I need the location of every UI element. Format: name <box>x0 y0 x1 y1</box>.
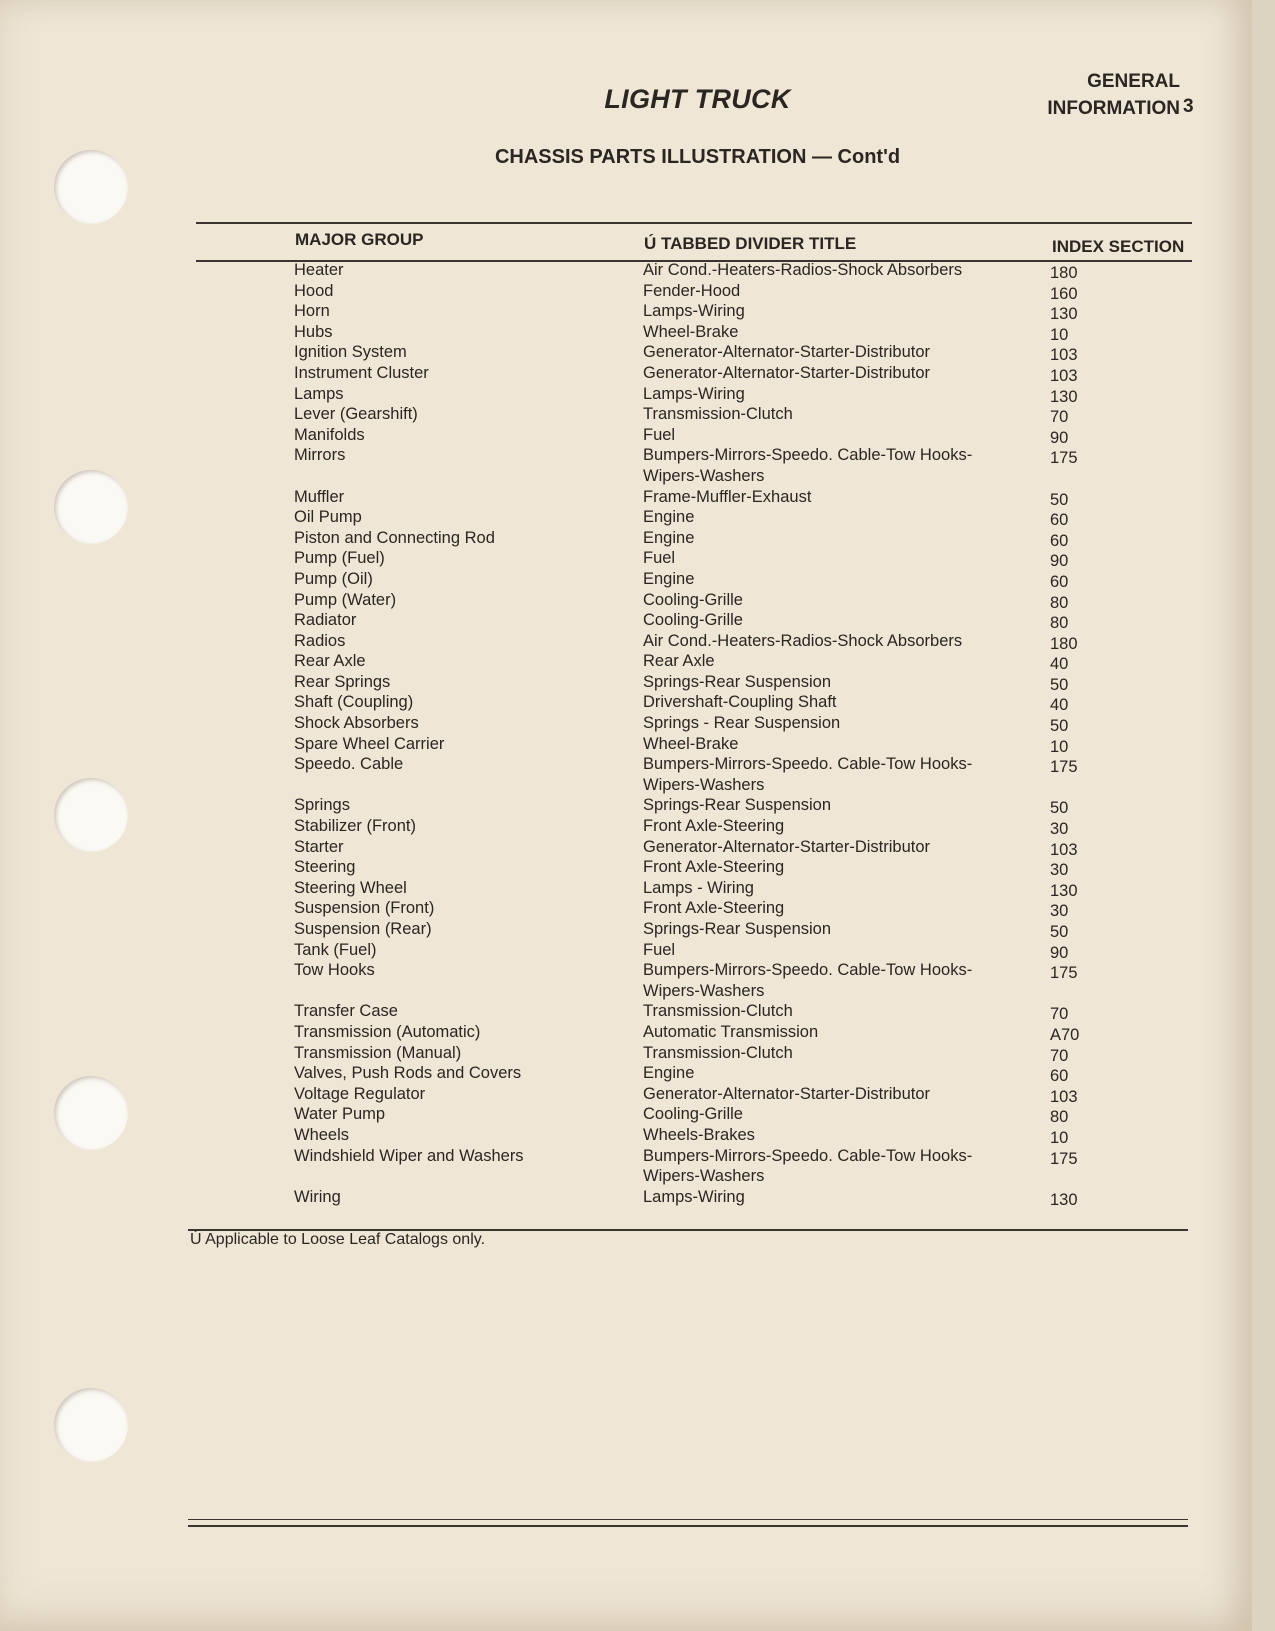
index-section-cell: A70 <box>1050 1025 1080 1044</box>
major-group-cell: Windshield Wiper and Washers <box>294 1146 524 1165</box>
major-group-cell: Mirrors <box>294 446 346 465</box>
index-section-cell: 175 <box>1050 964 1078 983</box>
table-row <box>0 342 1200 363</box>
table-row <box>0 425 1200 446</box>
index-section-cell: 40 <box>1050 696 1069 715</box>
table-body <box>0 260 1200 1207</box>
table-row <box>0 1146 1200 1187</box>
index-section-cell: 70 <box>1050 408 1069 427</box>
index-section-cell: 160 <box>1050 284 1078 303</box>
major-group-cell: Water Pump <box>294 1105 386 1124</box>
divider-title-cell: Springs - Rear Suspension <box>643 714 841 733</box>
table-row <box>0 301 1200 322</box>
divider-title-cell: Engine <box>643 1064 695 1083</box>
divider-title-cell: Air Cond.-Heaters-Radios-Shock Absorbers <box>643 261 963 279</box>
major-group-cell: Transmission (Manual) <box>294 1043 462 1062</box>
table-row <box>0 1084 1200 1105</box>
major-group-cell: Starter <box>294 837 344 856</box>
index-section-cell: 103 <box>1050 366 1078 385</box>
divider-title-cell: Lamps - Wiring <box>643 878 754 897</box>
divider-title-cell: Springs-Rear Suspension <box>643 920 832 938</box>
divider-title-cell: Front Axle-Steering <box>643 858 785 877</box>
major-group-cell: Pump (Oil) <box>294 569 373 588</box>
index-section-cell: 70 <box>1050 1005 1069 1024</box>
table-row <box>0 1043 1200 1064</box>
table-row <box>0 569 1200 590</box>
page-subtitle: CHASSIS PARTS ILLUSTRATION — Cont'd <box>494 146 901 168</box>
major-group-cell: Hubs <box>294 322 333 341</box>
divider-title-cell: Cooling-Grille <box>643 590 743 609</box>
divider-title-cell: Rear Axle <box>643 652 715 671</box>
major-group-cell: Piston and Connecting Rod <box>294 528 495 547</box>
index-section-cell: 30 <box>1050 861 1069 880</box>
divider-title-cell: Fuel <box>643 425 676 444</box>
major-group-cell: Radiator <box>294 611 357 630</box>
major-group-cell: Voltage Regulator <box>294 1084 426 1103</box>
major-group-cell: Spare Wheel Carrier <box>294 734 445 753</box>
index-section-cell: 60 <box>1050 531 1069 550</box>
table-row <box>0 610 1200 631</box>
index-section-cell: 40 <box>1050 655 1069 674</box>
major-group-cell: Radios <box>294 631 346 650</box>
index-section-cell: 175 <box>1050 758 1078 777</box>
divider-title-cell: Air Cond.-Heaters-Radios-Shock Absorbers <box>643 631 963 650</box>
divider-title-cell: Bumpers-Mirrors-Speedo. Cable-Tow Hooks-Wipers-Washers <box>643 446 973 485</box>
divider-title-cell: Fender-Hood <box>643 281 741 300</box>
index-section-cell: 175 <box>1050 1149 1078 1168</box>
major-group-cell: Rear Springs <box>294 672 391 691</box>
divider-title-cell: Springs-Rear Suspension <box>643 672 832 691</box>
table-row <box>0 445 1200 486</box>
index-section-cell: 50 <box>1050 799 1069 818</box>
section-label-line2: INFORMATION <box>1047 98 1180 119</box>
major-group-cell: Shock Absorbers <box>294 714 419 733</box>
major-group-cell: Wheels <box>294 1125 350 1144</box>
major-group-cell: Springs <box>294 796 350 815</box>
table-row <box>0 507 1200 528</box>
table-row <box>0 322 1200 343</box>
table-row <box>0 672 1200 693</box>
table-row <box>0 1063 1200 1084</box>
index-section-cell: 50 <box>1050 923 1069 941</box>
index-section-cell: 60 <box>1050 511 1069 530</box>
index-section-cell: 70 <box>1050 1046 1069 1065</box>
table-row <box>0 404 1200 425</box>
major-group-cell: Muffler <box>294 487 345 506</box>
index-section-cell: 103 <box>1050 840 1078 859</box>
table-row <box>0 919 1200 940</box>
divider-title-cell: Wheels-Brakes <box>643 1125 755 1144</box>
page-footer-rule-2 <box>188 1525 1188 1527</box>
divider-title-cell: Engine <box>643 569 695 588</box>
major-group-cell: Rear Axle <box>294 652 366 671</box>
index-section-cell: 103 <box>1050 1087 1078 1106</box>
table-row <box>0 898 1200 919</box>
table-row <box>0 1104 1200 1125</box>
divider-title-cell: Cooling-Grille <box>643 1105 743 1124</box>
major-group-cell: Wiring <box>294 1187 341 1206</box>
table-row <box>0 651 1200 672</box>
table-row <box>0 384 1200 405</box>
divider-title-cell: Transmission-Clutch <box>643 405 793 424</box>
divider-title-cell: Fuel <box>643 549 676 568</box>
table-row <box>0 878 1200 899</box>
index-section-cell: 90 <box>1050 428 1069 447</box>
index-section-cell: 130 <box>1050 387 1078 406</box>
table-row <box>0 857 1200 878</box>
major-group-cell: Steering <box>294 858 356 877</box>
column-header-index-section: INDEX SECTION <box>1052 237 1185 256</box>
major-group-cell: Pump (Fuel) <box>294 549 385 568</box>
index-section-cell: 80 <box>1050 593 1069 612</box>
divider-title-cell: Front Axle-Steering <box>643 817 785 836</box>
table-row <box>0 1187 1200 1208</box>
page-number: 3 <box>1183 96 1194 117</box>
index-section-cell: 103 <box>1050 346 1078 365</box>
major-group-cell: Lamps <box>294 384 344 403</box>
table-row <box>0 734 1200 755</box>
table-row <box>0 260 1200 281</box>
major-group-cell: Stabilizer (Front) <box>294 817 416 836</box>
index-section-cell: 80 <box>1050 614 1069 633</box>
divider-title-cell: Lamps-Wiring <box>643 384 745 403</box>
divider-title-cell: Bumpers-Mirrors-Speedo. Cable-Tow Hooks-Wipers-Washers <box>643 755 973 794</box>
index-section-cell: 130 <box>1050 881 1078 900</box>
table-row <box>0 487 1200 508</box>
section-label-line1: GENERAL <box>1087 71 1180 92</box>
divider-title-cell: Automatic Transmission <box>643 1022 819 1041</box>
column-header-major-group: MAJOR GROUP <box>295 230 424 249</box>
major-group-cell: Suspension (Rear) <box>294 920 432 938</box>
index-section-cell: 90 <box>1050 943 1069 962</box>
divider-title-cell: Drivershaft-Coupling Shaft <box>643 693 837 712</box>
table-row <box>0 548 1200 569</box>
divider-title-cell: Transmission-Clutch <box>643 1002 793 1021</box>
index-section-cell: 80 <box>1050 1108 1069 1127</box>
major-group-cell: Tow Hooks <box>294 961 375 980</box>
major-group-cell: Horn <box>294 302 330 321</box>
major-group-cell: Valves, Push Rods and Covers <box>294 1064 522 1083</box>
index-section-cell: 50 <box>1050 490 1069 509</box>
table-row <box>0 1001 1200 1022</box>
divider-title-cell: Fuel <box>643 940 676 959</box>
major-group-cell: Speedo. Cable <box>294 755 404 774</box>
divider-title-cell: Bumpers-Mirrors-Speedo. Cable-Tow Hooks-Wipers-Washers <box>643 961 973 1000</box>
index-section-cell: 10 <box>1050 1128 1069 1147</box>
table-row <box>0 363 1200 384</box>
page-footer-rule <box>188 1519 1188 1520</box>
divider-title-cell: Cooling-Grille <box>643 611 743 630</box>
index-section-cell: 10 <box>1050 325 1069 344</box>
table-row <box>0 713 1200 734</box>
index-section-cell: 60 <box>1050 1067 1069 1086</box>
divider-title-cell: Engine <box>643 528 695 547</box>
index-section-cell: 10 <box>1050 737 1069 756</box>
table-row <box>0 590 1200 611</box>
major-group-cell: Pump (Water) <box>294 590 397 609</box>
major-group-cell: Transmission (Automatic) <box>294 1022 481 1041</box>
divider-title-cell: Springs-Rear Suspension <box>643 796 832 815</box>
table-row <box>0 528 1200 549</box>
divider-title-cell: Generator-Alternator-Starter-Distributor <box>643 837 931 856</box>
major-group-cell: Oil Pump <box>294 508 362 527</box>
index-section-cell: 30 <box>1050 820 1069 839</box>
index-section-cell: 180 <box>1050 634 1078 653</box>
major-group-cell: Steering Wheel <box>294 878 407 897</box>
divider-title-cell: Wheel-Brake <box>643 322 739 341</box>
section-label <box>1010 68 1180 122</box>
index-section-cell: 50 <box>1050 675 1069 694</box>
column-header-divider-title: Ú TABBED DIVIDER TITLE <box>644 234 857 253</box>
table-row <box>0 1125 1200 1146</box>
divider-title-cell: Lamps-Wiring <box>643 302 745 321</box>
major-group-cell: Heater <box>294 261 344 279</box>
index-section-cell: 30 <box>1050 902 1069 921</box>
major-group-cell: Hood <box>294 281 334 300</box>
index-section-cell: 175 <box>1050 449 1078 468</box>
major-group-cell: Instrument Cluster <box>294 363 429 382</box>
index-section-cell: 180 <box>1050 264 1078 282</box>
table-row <box>0 795 1200 816</box>
major-group-cell: Transfer Case <box>294 1002 398 1021</box>
divider-title-cell: Front Axle-Steering <box>643 899 785 918</box>
table-row <box>0 816 1200 837</box>
page-title: LIGHT TRUCK <box>604 84 791 114</box>
divider-title-cell: Generator-Alternator-Starter-Distributor <box>643 1084 931 1103</box>
table-row <box>0 754 1200 795</box>
index-section-cell: 50 <box>1050 717 1069 736</box>
divider-title-cell: Transmission-Clutch <box>643 1043 793 1062</box>
major-group-cell: Shaft (Coupling) <box>294 693 414 712</box>
index-section-cell: 130 <box>1050 305 1078 324</box>
table-row <box>0 837 1200 858</box>
divider-title-cell: Generator-Alternator-Starter-Distributor <box>643 363 931 382</box>
divider-title-cell: Frame-Muffler-Exhaust <box>643 487 812 506</box>
index-section-cell: 60 <box>1050 572 1069 591</box>
table-row <box>0 692 1200 713</box>
divider-title-cell: Lamps-Wiring <box>643 1187 745 1206</box>
major-group-cell: Suspension (Front) <box>294 899 435 918</box>
major-group-cell: Manifolds <box>294 425 365 444</box>
binder-hole <box>54 1388 128 1462</box>
major-group-cell: Lever (Gearshift) <box>294 405 418 424</box>
divider-title-cell: Generator-Alternator-Starter-Distributor <box>643 343 931 362</box>
divider-title-cell: Wheel-Brake <box>643 734 739 753</box>
divider-title-cell: Bumpers-Mirrors-Speedo. Cable-Tow Hooks-Wipers-Washers <box>643 1146 973 1186</box>
table-row <box>0 940 1200 961</box>
table-row <box>0 1022 1200 1043</box>
footnote: Ú Applicable to Loose Leaf Catalogs only. <box>190 1231 486 1248</box>
table-row <box>0 281 1200 302</box>
major-group-cell: Tank (Fuel) <box>294 940 377 959</box>
major-group-cell: Ignition System <box>294 343 407 362</box>
table-row <box>0 960 1200 1001</box>
index-section-cell: 90 <box>1050 552 1069 571</box>
table-row <box>0 631 1200 652</box>
table-top-rule <box>196 222 1192 224</box>
divider-title-cell: Engine <box>643 508 695 527</box>
index-section-cell: 130 <box>1050 1190 1078 1209</box>
